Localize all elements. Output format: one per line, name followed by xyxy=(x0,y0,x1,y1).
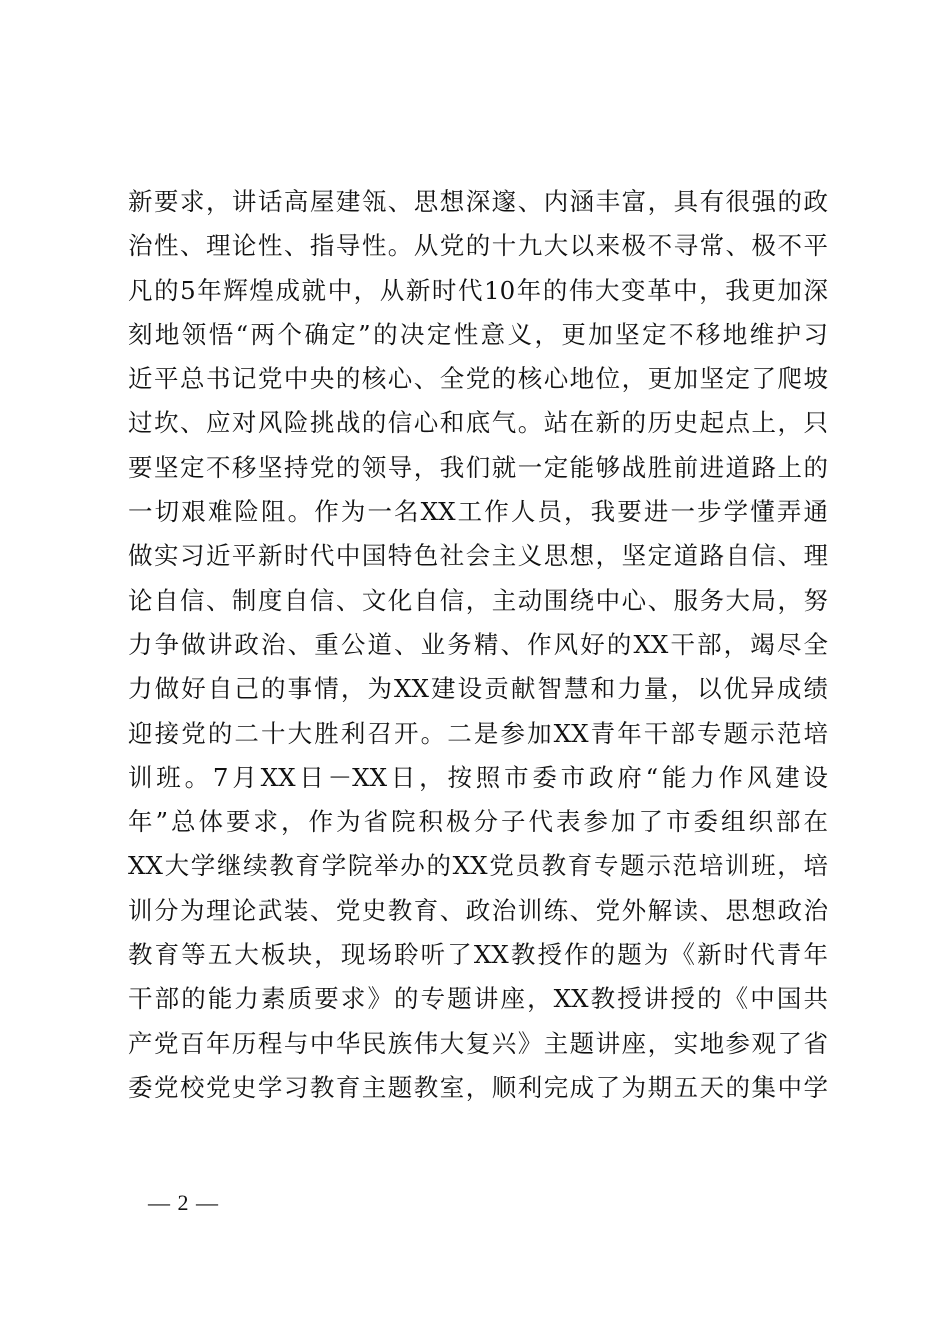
text-line: 委党校党史学习教育主题教室，顺利完成了为期五天的集中学 xyxy=(128,1072,828,1102)
text-line: 论自信、制度自信、文化自信，主动围绕中心、服务大局，努 xyxy=(128,585,828,615)
text-line: 刻地领悟“两个确定”的决定性意义，更加坚定不移地维护习 xyxy=(128,319,828,349)
text-line: 一切艰难险阻。作为一名XX工作人员，我要进一步学懂弄通 xyxy=(128,497,828,527)
page-number: — 2 — xyxy=(148,1190,219,1215)
text-line: 训班。7月XX日－XX日，按照市委市政府“能力作风建设 xyxy=(128,762,828,792)
text-line: XX大学继续教育学院举办的XX党员教育专题示范培训班，培 xyxy=(128,851,828,881)
text-line: 年”总体要求，作为省院积极分子代表参加了市委组织部在 xyxy=(128,807,828,837)
text-line: 训分为理论武装、党史教育、政治训练、党外解读、思想政治 xyxy=(128,895,828,925)
text-line: 凡的5年辉煌成就中，从新时代10年的伟大变革中，我更加深 xyxy=(128,275,828,305)
text-line: 近平总书记党中央的核心、全党的核心地位，更加坚定了爬坡 xyxy=(128,364,828,394)
text-line: 教育等五大板块，现场聆听了XX教授作的题为《新时代青年 xyxy=(128,940,828,970)
text-line: 产党百年历程与中华民族伟大复兴》主题讲座，实地参观了省 xyxy=(128,1028,828,1058)
text-line: 力做好自己的事情，为XX建设贡献智慧和力量，以优异成绩 xyxy=(128,674,828,704)
text-line: 迎接党的二十大胜利召开。二是参加XX青年干部专题示范培 xyxy=(128,718,828,748)
text-line: 治性、理论性、指导性。从党的十九大以来极不寻常、极不平 xyxy=(128,231,828,261)
text-line: 力争做讲政治、重公道、业务精、作风好的XX干部，竭尽全 xyxy=(128,629,828,659)
body-paragraph xyxy=(128,180,828,1110)
text-line: 做实习近平新时代中国特色社会主义思想，坚定道路自信、理 xyxy=(128,541,828,571)
text-line: 过坎、应对风险挑战的信心和底气。站在新的历史起点上，只 xyxy=(128,408,828,438)
text-line: 新要求，讲话高屋建瓴、思想深邃、内涵丰富，具有很强的政 xyxy=(128,187,828,216)
text-line: 要坚定不移坚持党的领导，我们就一定能够战胜前进道路上的 xyxy=(128,452,828,482)
text-line: 干部的能力素质要求》的专题讲座，XX教授讲授的《中国共 xyxy=(128,984,828,1014)
